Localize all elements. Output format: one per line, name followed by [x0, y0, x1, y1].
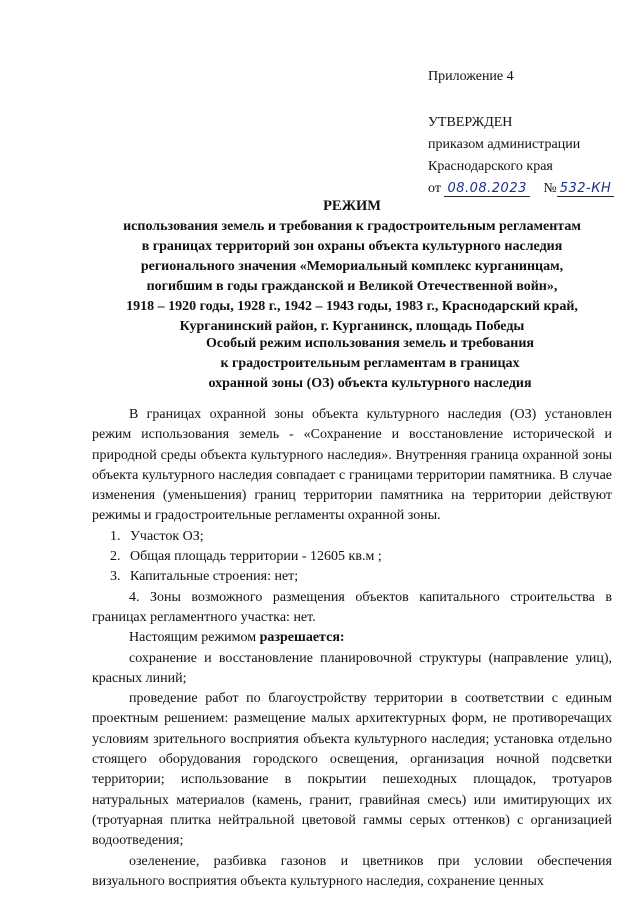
handwritten-number: 532-КН — [557, 181, 615, 197]
handwritten-date: 08.08.2023 — [444, 181, 529, 197]
permitted-paragraph: сохранение и восстановление планировочной структуры (направление улиц), красных линий; — [92, 650, 612, 686]
title-line: использования земель и требования к градостроительным регламентам — [123, 219, 581, 234]
title-line: в границах территорий зон охраны объекта культурного наследия — [141, 239, 563, 254]
list-item-text: Участок ОЗ; — [130, 528, 204, 544]
title-heading: РЕЖИМ — [323, 198, 381, 214]
list-item-number: 1. — [110, 528, 121, 544]
subtitle-line: охранной зоны (ОЗ) объекта культурного наследия — [208, 376, 532, 391]
title-line: погибшим в годы гражданской и Великой Отечественной войн», — [146, 279, 558, 294]
list-item — [92, 547, 612, 567]
approved-label: УТВЕРЖДЕН — [428, 115, 513, 130]
subtitle-line: Особый режим использования земель и требования — [206, 336, 534, 351]
list-item — [92, 567, 612, 587]
appendix-label: Приложение 4 — [428, 69, 514, 84]
approval-block — [428, 66, 614, 200]
from-label: от — [428, 181, 441, 196]
subtitle-line: к градостроительным регламентам в границах — [220, 356, 520, 371]
permitted-bold: разрешается: — [259, 630, 345, 646]
region-line: Краснодарского края — [428, 159, 553, 174]
title-line: 1918 – 1920 годы, 1928 г., 1942 – 1943 годы, 1983 г., Краснодарский край, — [126, 299, 578, 314]
title-line: Курганинский район, г. Курганинск, площадь Победы — [179, 319, 525, 334]
intro-paragraph: В границах охранной зоны объекта культурного наследия (ОЗ) установлен режим использования земель - «Сохранение и восстановление исторической и природной среды объекта культурного наследия». Внутренняя граница охранной зоны объекта культурного наследия совпадает с границами территории памятника. В случае изменения (уменьшения) границ территории памятника на территории действуют режимы и градостроительные регламенты охранной зоны. — [92, 407, 612, 524]
number-label: № — [543, 181, 557, 196]
order-line: приказом администрации — [428, 137, 581, 152]
title-line: регионального значения «Мемориальный комплекс курганинцам, — [140, 259, 564, 274]
list-item-number: 3. — [110, 569, 121, 585]
document-title — [92, 196, 612, 337]
list-item — [92, 527, 612, 547]
permitted-prefix: Настоящим режимом — [129, 630, 260, 646]
item-4-paragraph: 4. Зоны возможного размещения объектов капитального строительства в границах регламентного участка: нет. — [92, 589, 612, 625]
permitted-paragraph: озеленение, разбивка газонов и цветников при условии обеспечения визуального восприятия объекта культурного наследия, сохранение ценных — [92, 853, 612, 889]
list-item-text: Общая площадь территории - 12605 кв.м ; — [130, 549, 382, 565]
list-item-text: Капитальные строения: нет; — [130, 569, 299, 585]
permitted-heading — [92, 628, 612, 648]
list-item-number: 2. — [110, 549, 121, 565]
section-subtitle — [160, 334, 580, 394]
permitted-paragraph: проведение работ по благоустройству территории в соответствии с единым проектным решением: размещение малых архитектурных форм, не противоречащих условиям зрительного восприятия объекта культурного наследия; установка отдельно стоящего оборудования городского освещения, организация ночной подсветки территории; использование в покрытии пешеходных площадок, тротуаров натуральных материалов (камень, гранит, гравийная смесь) или имитирующих их (тротуарная плитка нейтральной цветовой гаммы серых оттенков) с организацией водоотведения; — [92, 691, 612, 849]
document-body — [92, 405, 612, 892]
